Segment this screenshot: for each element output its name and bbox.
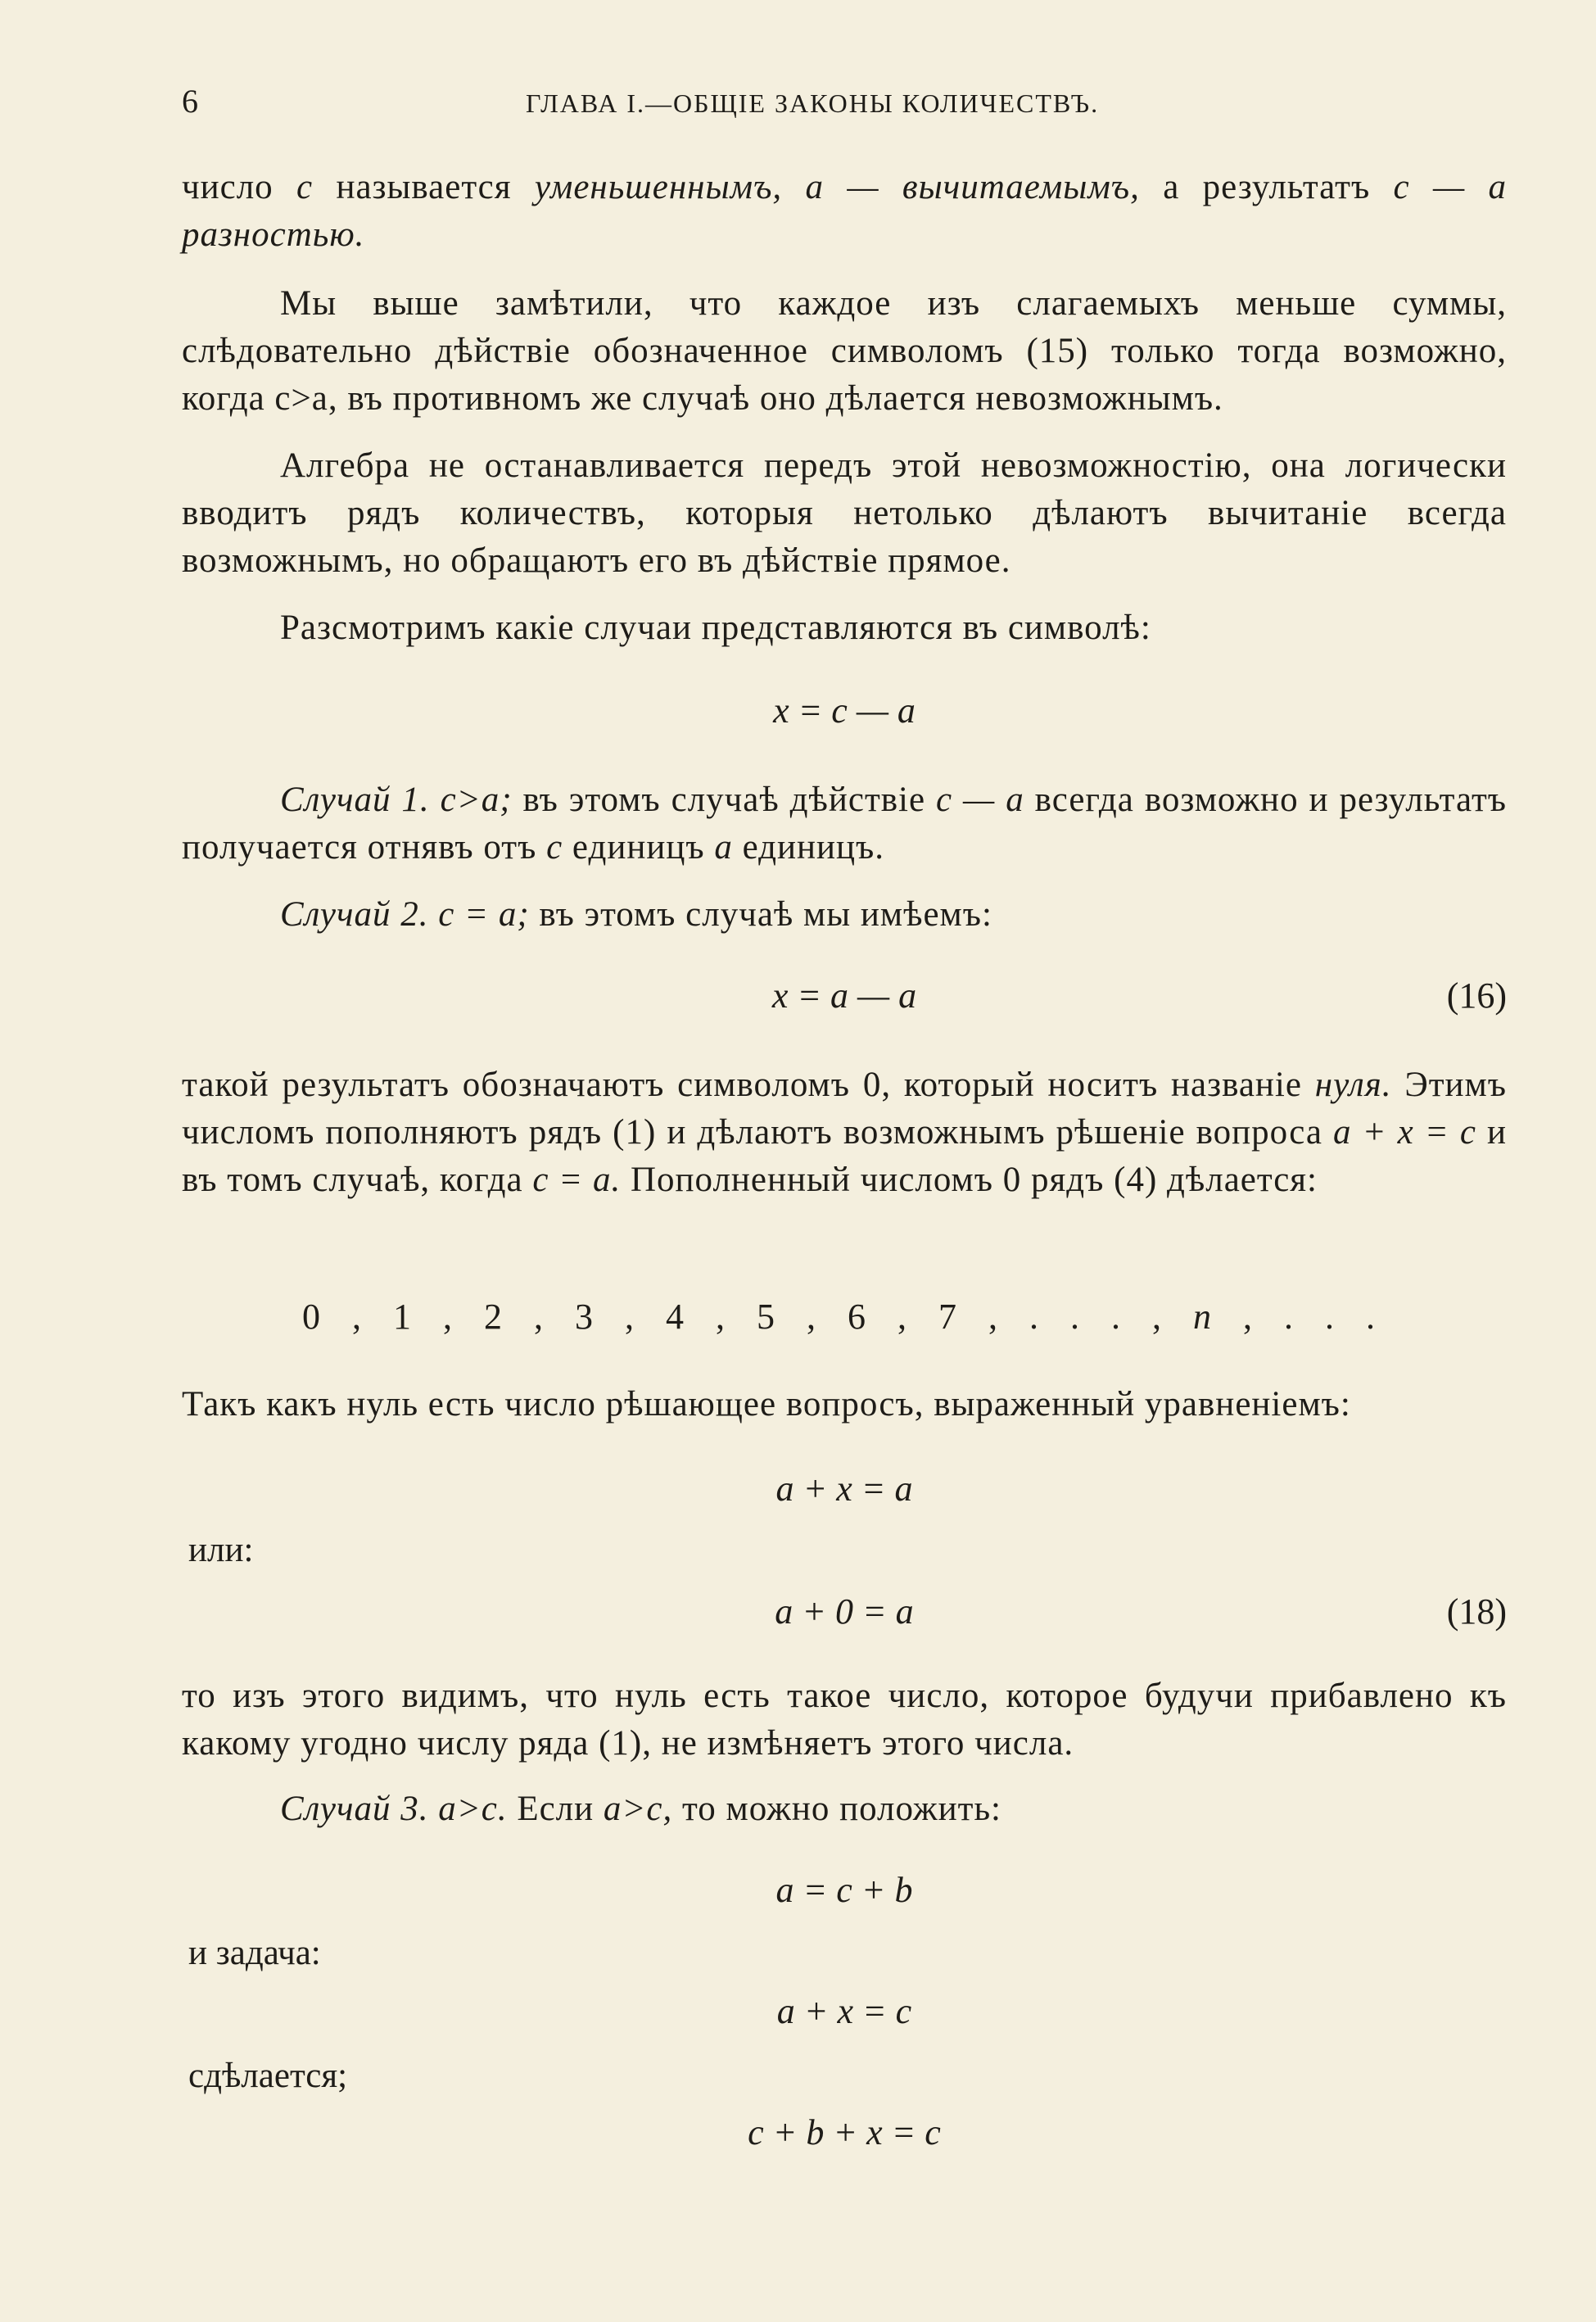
paragraph-5: такой результатъ обозначаютъ символомъ 0, который носитъ названіе нуля. Этимъ числомъ пополняютъ рядъ (1) и дѣлаютъ возможнымъ рѣшеніе вопроса a + x = c и въ томъ случаѣ, когда c = a. Пополненный числомъ 0 рядъ (4) дѣлается: xyxy=(182,1066,1508,1199)
equation-number: (18) xyxy=(1446,1591,1507,1632)
paragraph-3: Алгебра не останавливается передъ этой невозможностію, она логически вводитъ рядъ количествъ, которыя нетолько дѣлаютъ вычитаніе всегда возможнымъ, но обращаютъ его въ дѣйствіе прямое. xyxy=(182,446,1507,580)
formula-c-b-x-c: c + b + x = c xyxy=(748,2112,941,2152)
formula-x-c-a: x = c — a xyxy=(773,690,916,731)
formula-16: x = a — a (16) xyxy=(771,975,1507,1016)
paragraph-7: то изъ этого видимъ, что нуль есть такое число, которое будучи прибавлено къ какому угодно числу ряда (1), не измѣняетъ этого числа. xyxy=(182,1677,1507,1763)
paragraph-6: Такъ какъ нуль есть число рѣшающее вопросъ, выраженный уравненіемъ: xyxy=(182,1385,1351,1424)
or-label: или: xyxy=(188,1531,254,1569)
case-3: Случай 3. a>c. Если a>c, то можно положить: xyxy=(280,1790,1002,1828)
becomes-label: сдѣлается; xyxy=(188,2057,348,2095)
running-title: ГЛАВА I.—ОБЩІЕ ЗАКОНЫ КОЛИЧЕСТВЪ. xyxy=(526,88,1100,118)
task-label: и задача: xyxy=(188,1934,321,1972)
number-sequence: 0 , 1 , 2 , 3 , 4 , 5 , 6 , 7 , . . . , n , . . . xyxy=(302,1297,1386,1337)
page-header xyxy=(182,82,1506,131)
equation-number: (16) xyxy=(1446,975,1507,1016)
paragraph-2: Мы выше замѣтили, что каждое изъ слагаемыхъ меньше суммы, слѣдовательно дѣйствіе обозначенное символомъ (15) только тогда возможно, когда c>a, въ противномъ же случаѣ оно дѣлается невозможнымъ. xyxy=(182,284,1507,418)
paragraph-4: Разсмотримъ какіе случаи представляются въ символѣ: xyxy=(280,609,1151,647)
formula-a-x-c: a + x = c xyxy=(776,1991,912,2031)
formula-18: a + 0 = a (18) xyxy=(775,1591,1507,1632)
page-number: 6 xyxy=(182,83,200,120)
formula-a-x-a: a + x = a xyxy=(775,1469,913,1509)
paragraph-1: число c называется уменьшеннымъ, a — вычитаемымъ, а результатъ c — a разностью. xyxy=(182,168,1508,254)
case-1: Случай 1. c>a; въ этомъ случаѣ дѣйствіе c — a всегда возможно и результатъ получается отнявъ отъ c единицъ a единицъ. xyxy=(182,781,1507,867)
formula-a-c-b: a = c + b xyxy=(775,1870,913,1910)
case-2: Случай 2. c = a; въ этомъ случаѣ мы имѣемъ: xyxy=(280,895,992,934)
